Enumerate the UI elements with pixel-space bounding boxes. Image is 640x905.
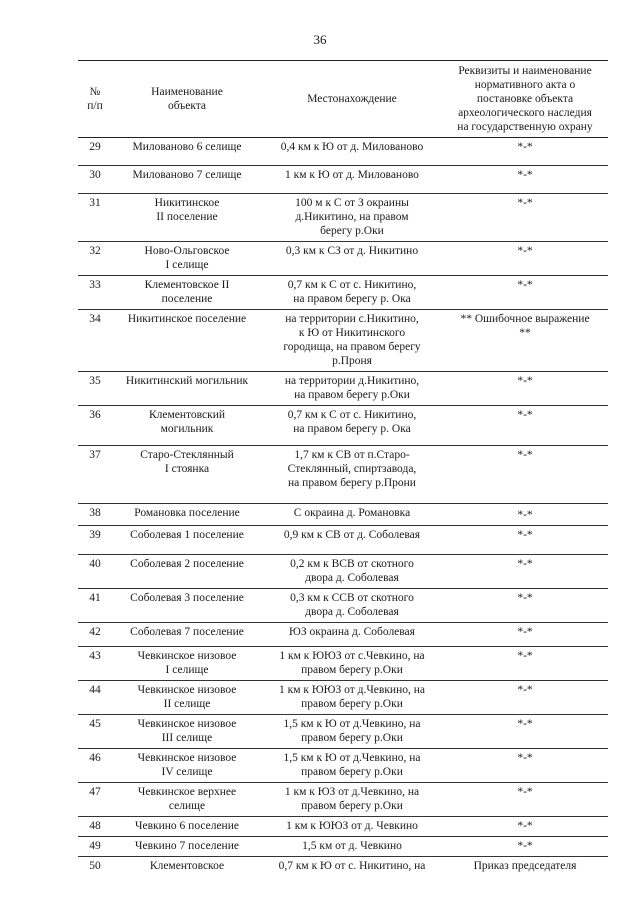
row-number: 37 bbox=[78, 446, 112, 504]
object-requisites: ** Ошибочное выражение ** bbox=[442, 310, 608, 372]
header-number: № п/п bbox=[78, 61, 112, 138]
object-name: Милованово 7 селище bbox=[112, 166, 262, 194]
object-requisites: *-* bbox=[442, 647, 608, 681]
table-row bbox=[78, 749, 608, 783]
object-name: Соболевая 2 поселение bbox=[112, 555, 262, 589]
table-row bbox=[78, 138, 608, 166]
row-number: 48 bbox=[78, 817, 112, 837]
table-row bbox=[78, 372, 608, 406]
table-row bbox=[78, 276, 608, 310]
object-location: 1,5 км к Ю от д.Чевкино, на правом берегу р.Оки bbox=[262, 715, 442, 749]
table-row bbox=[78, 446, 608, 504]
page-number: 36 bbox=[313, 32, 327, 47]
row-number: 29 bbox=[78, 138, 112, 166]
object-requisites: *-* bbox=[442, 817, 608, 837]
object-location: 0,7 км к С от с. Никитино, на правом берегу р. Ока bbox=[262, 406, 442, 446]
object-name: Никитинский могильник bbox=[112, 372, 262, 406]
row-number: 41 bbox=[78, 589, 112, 623]
table-row bbox=[78, 310, 608, 372]
object-location: 1 км к ЮЮЗ от д.Чевкино, на правом берегу р.Оки bbox=[262, 681, 442, 715]
object-name: Чевкино 6 поселение bbox=[112, 817, 262, 837]
object-location: 0,4 км к Ю от д. Милованово bbox=[262, 138, 442, 166]
table-row bbox=[78, 242, 608, 276]
object-requisites: *-* bbox=[442, 837, 608, 857]
object-requisites: *-* bbox=[442, 783, 608, 817]
table-row bbox=[78, 406, 608, 446]
object-location: 1 км к Ю от д. Милованово bbox=[262, 166, 442, 194]
object-name: Чевкинское низовое IV селище bbox=[112, 749, 262, 783]
table-row bbox=[78, 715, 608, 749]
row-number: 38 bbox=[78, 504, 112, 526]
row-number: 39 bbox=[78, 526, 112, 555]
row-number: 50 bbox=[89, 860, 101, 872]
object-location: 0,9 км к СВ от д. Соболевая bbox=[262, 526, 442, 555]
object-name: Романовка поселение bbox=[112, 504, 262, 526]
object-location: 100 м к С от З окраины д.Никитино, на правом берегу р.Оки bbox=[262, 194, 442, 242]
object-name: Милованово 6 селище bbox=[112, 138, 262, 166]
object-requisites: *-* bbox=[442, 446, 608, 504]
object-location: 1 км к ЮЮЗ от с.Чевкино, на правом берегу р.Оки bbox=[262, 647, 442, 681]
object-name: Клементовское II поселение bbox=[112, 276, 262, 310]
table-row bbox=[78, 504, 608, 526]
object-requisites: *-* bbox=[442, 555, 608, 589]
object-location: 0,3 км к ССВ от скотного двора д. Соболевая bbox=[262, 589, 442, 623]
object-requisites: *-* bbox=[442, 715, 608, 749]
table-row bbox=[78, 837, 608, 857]
table-row bbox=[78, 555, 608, 589]
table-row bbox=[78, 166, 608, 194]
row-number: 35 bbox=[78, 372, 112, 406]
row-number: 32 bbox=[78, 242, 112, 276]
row-number: 47 bbox=[78, 783, 112, 817]
object-location: С окраина д. Романовка bbox=[262, 504, 442, 526]
object-location: на территории с.Никитино, к Ю от Никитинского городища, на правом берегу р.Проня bbox=[262, 310, 442, 372]
heritage-registry-table bbox=[78, 60, 608, 876]
object-name: Соболевая 1 поселение bbox=[112, 526, 262, 555]
object-name: Чевкинское низовое III селище bbox=[112, 715, 262, 749]
object-name: Никитинское поселение bbox=[112, 310, 262, 372]
object-requisites: *-* bbox=[442, 681, 608, 715]
table-row bbox=[78, 589, 608, 623]
table-row bbox=[78, 623, 608, 647]
object-requisites: *-* bbox=[442, 242, 608, 276]
row-number: 33 bbox=[78, 276, 112, 310]
object-name: Клементовское bbox=[149, 860, 225, 872]
object-name: Соболевая 3 поселение bbox=[112, 589, 262, 623]
object-requisites: *-* bbox=[442, 749, 608, 783]
object-location: ЮЗ окраина д. Соболевая bbox=[262, 623, 442, 647]
header-object-name: Наименование объекта bbox=[112, 61, 262, 138]
table-row bbox=[78, 681, 608, 715]
object-name: Никитинское II поселение bbox=[112, 194, 262, 242]
object-name: Клементовский могильник bbox=[112, 406, 262, 446]
row-number: 30 bbox=[78, 166, 112, 194]
object-requisites: *-* bbox=[442, 138, 608, 166]
object-requisites: *-* bbox=[442, 194, 608, 242]
object-name: Чевкинское верхнее селище bbox=[112, 783, 262, 817]
row-number: 31 bbox=[78, 194, 112, 242]
row-number: 40 bbox=[78, 555, 112, 589]
object-location: 0,2 км к ВСВ от скотного двора д. Соболевая bbox=[262, 555, 442, 589]
row-number: 36 bbox=[78, 406, 112, 446]
table-row bbox=[78, 647, 608, 681]
object-location: 0,7 км к С от с. Никитино, на правом берегу р. Ока bbox=[262, 276, 442, 310]
row-number: 34 bbox=[78, 310, 112, 372]
row-number: 44 bbox=[78, 681, 112, 715]
object-location: 1,7 км к СВ от п.Старо- Стеклянный, спиртзавода, на правом берегу р.Прони bbox=[262, 446, 442, 504]
object-requisites: *-* bbox=[442, 504, 608, 526]
row-number: 46 bbox=[78, 749, 112, 783]
object-requisites: *-* bbox=[442, 372, 608, 406]
table-row bbox=[78, 194, 608, 242]
object-name: Ново-Ольговское I селище bbox=[112, 242, 262, 276]
header-requisites: Реквизиты и наименование нормативного акта о постановке объекта археологического наследия на государственную охрану bbox=[442, 61, 608, 138]
row-number: 45 bbox=[78, 715, 112, 749]
table-row bbox=[78, 817, 608, 837]
object-name: Старо-Стеклянный I стоянка bbox=[112, 446, 262, 504]
object-requisites: *-* bbox=[442, 276, 608, 310]
table-row bbox=[78, 526, 608, 555]
object-requisites: *-* bbox=[442, 526, 608, 555]
object-requisites: *-* bbox=[442, 589, 608, 623]
object-location: 1,5 км от д. Чевкино bbox=[262, 837, 442, 857]
object-location: на территории д.Никитино, на правом берегу р.Оки bbox=[262, 372, 442, 406]
object-requisites: *-* bbox=[442, 623, 608, 647]
row-number: 49 bbox=[78, 837, 112, 857]
table-row bbox=[78, 857, 608, 877]
header-location: Местонахождение bbox=[262, 61, 442, 138]
object-name: Соболевая 7 поселение bbox=[112, 623, 262, 647]
object-location: 0,7 км к Ю от с. Никитино, на bbox=[278, 860, 426, 872]
table-header-row bbox=[78, 61, 608, 138]
object-requisites: *-* bbox=[442, 166, 608, 194]
table-row bbox=[78, 783, 608, 817]
object-name: Чевкинское низовое II селище bbox=[112, 681, 262, 715]
object-name: Чевкино 7 поселение bbox=[112, 837, 262, 857]
row-number: 43 bbox=[78, 647, 112, 681]
row-number: 42 bbox=[78, 623, 112, 647]
object-location: 1 км к ЮЗ от д.Чевкино, на правом берегу р.Оки bbox=[262, 783, 442, 817]
object-location: 0,3 км к СЗ от д. Никитино bbox=[262, 242, 442, 276]
object-location: 1,5 км к Ю от д.Чевкино, на правом берегу р.Оки bbox=[262, 749, 442, 783]
table-body bbox=[78, 138, 608, 877]
object-location: 1 км к ЮЮЗ от д. Чевкино bbox=[262, 817, 442, 837]
object-name: Чевкинское низовое I селище bbox=[112, 647, 262, 681]
object-requisites: *-* bbox=[442, 406, 608, 446]
object-requisites: Приказ председателя bbox=[473, 860, 577, 872]
